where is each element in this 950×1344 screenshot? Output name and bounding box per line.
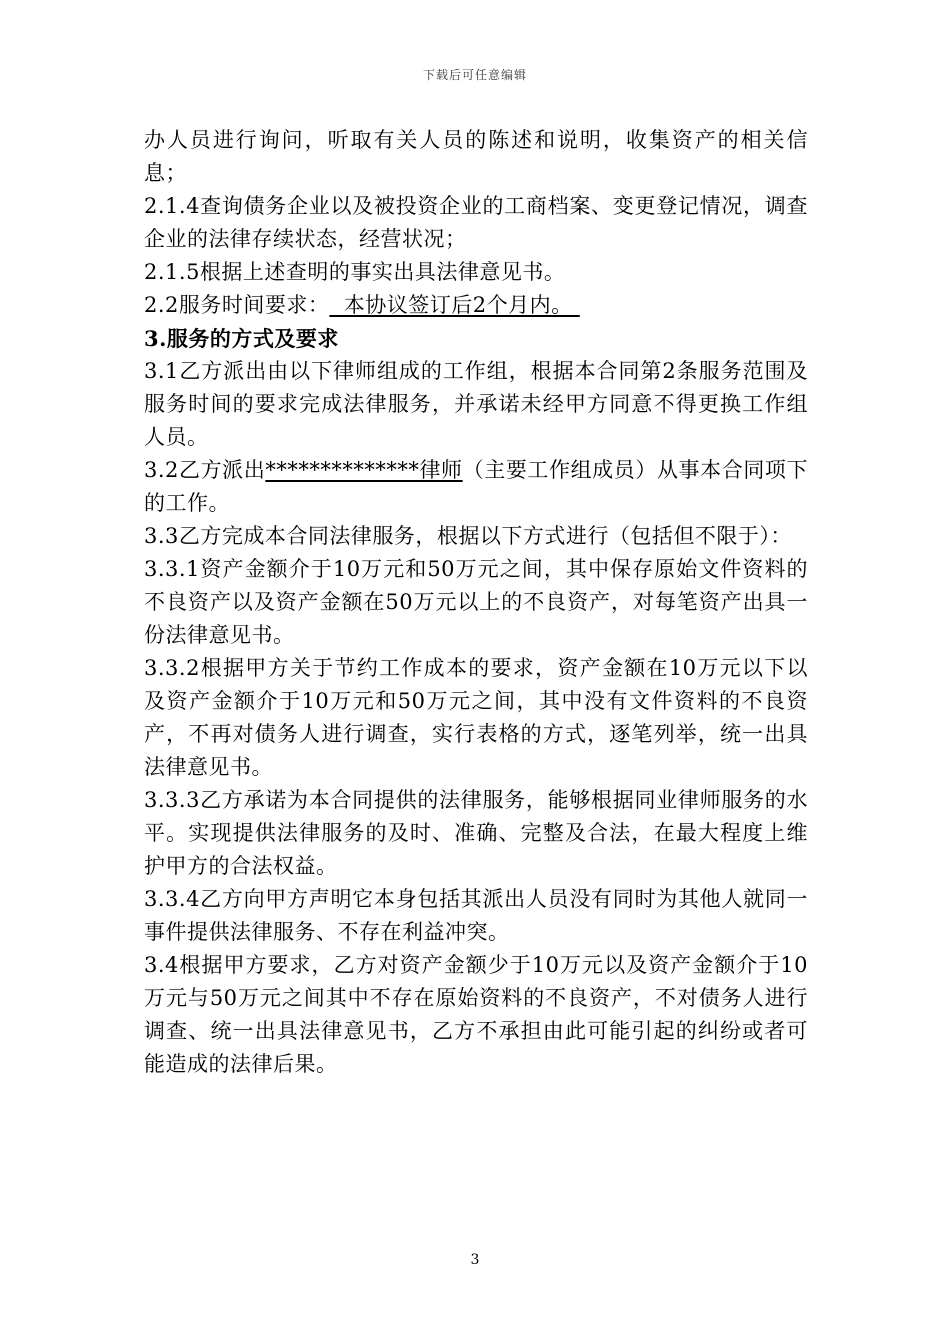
lawyer-name-placeholder: **************律师	[265, 458, 463, 482]
header-note: 下载后可任意编辑	[422, 68, 527, 82]
paragraph-3-3-1: 3.3.1资产金额介于10万元和50万元之间，其中保存原始文件资料的不良资产以及资产金额在50万元以上的不良资产，对每笔资产出具一份法律意见书。	[144, 557, 808, 647]
section-heading-3: 3.服务的方式及要求	[144, 326, 339, 351]
paragraph-3-3-4: 3.3.4乙方向甲方声明它本身包括其派出人员没有同时为其他人就同一事件提供法律服务、不存在利益冲突。	[144, 887, 808, 944]
service-time-value: 本协议签订后2个月内。	[329, 293, 580, 317]
paragraph-2-2	[144, 289, 808, 322]
page-number: 3	[470, 1252, 480, 1268]
paragraph-3-2	[144, 454, 808, 520]
document-body	[144, 124, 808, 1081]
paragraph-3-3: 3.3乙方完成本合同法律服务，根据以下方式进行（包括但不限于）：	[144, 524, 792, 548]
paragraph-3-3-3: 3.3.3乙方承诺为本合同提供的法律服务，能够根据同业律师服务的水平。实现提供法律服务的及时、准确、完整及合法，在最大程度上维护甲方的合法权益。	[144, 788, 808, 878]
paragraph-3-2-prefix: 3.2乙方派出	[144, 458, 266, 482]
paragraph-2-1-4: 2.1.4查询债务企业以及被投资企业的工商档案、变更登记情况，调查企业的法律存续状态，经营状况；	[144, 194, 808, 251]
paragraph-3-1: 3.1乙方派出由以下律师组成的工作组，根据本合同第2条服务范围及服务时间的要求完成法律服务，并承诺未经甲方同意不得更换工作组人员。	[144, 359, 808, 449]
paragraph-3-2-suffix: （主要工作组成员）从事本合同项下的工作。	[144, 458, 809, 515]
paragraph-continuation: 办人员进行询问，听取有关人员的陈述和说明，收集资产的相关信息；	[144, 128, 808, 185]
paragraph-3-3-2: 3.3.2根据甲方关于节约工作成本的要求，资产金额在10万元以下以及资产金额介于10万元和50万元之间，其中没有文件资料的不良资产，不再对债务人进行调查，实行表格的方式，逐笔列举，统一出具法律意见书。	[144, 656, 808, 779]
paragraph-3-4: 3.4根据甲方要求，乙方对资产金额少于10万元以及资产金额介于10万元与50万元之间其中不存在原始资料的不良资产，不对债务人进行调查、统一出具法律意见书，乙方不承担由此可能引起的纠纷或者可能造成的法律后果。	[144, 953, 808, 1076]
paragraph-2-1-5: 2.1.5根据上述查明的事实出具法律意见书。	[144, 260, 566, 284]
service-time-label: 2.2服务时间要求：	[144, 293, 330, 317]
